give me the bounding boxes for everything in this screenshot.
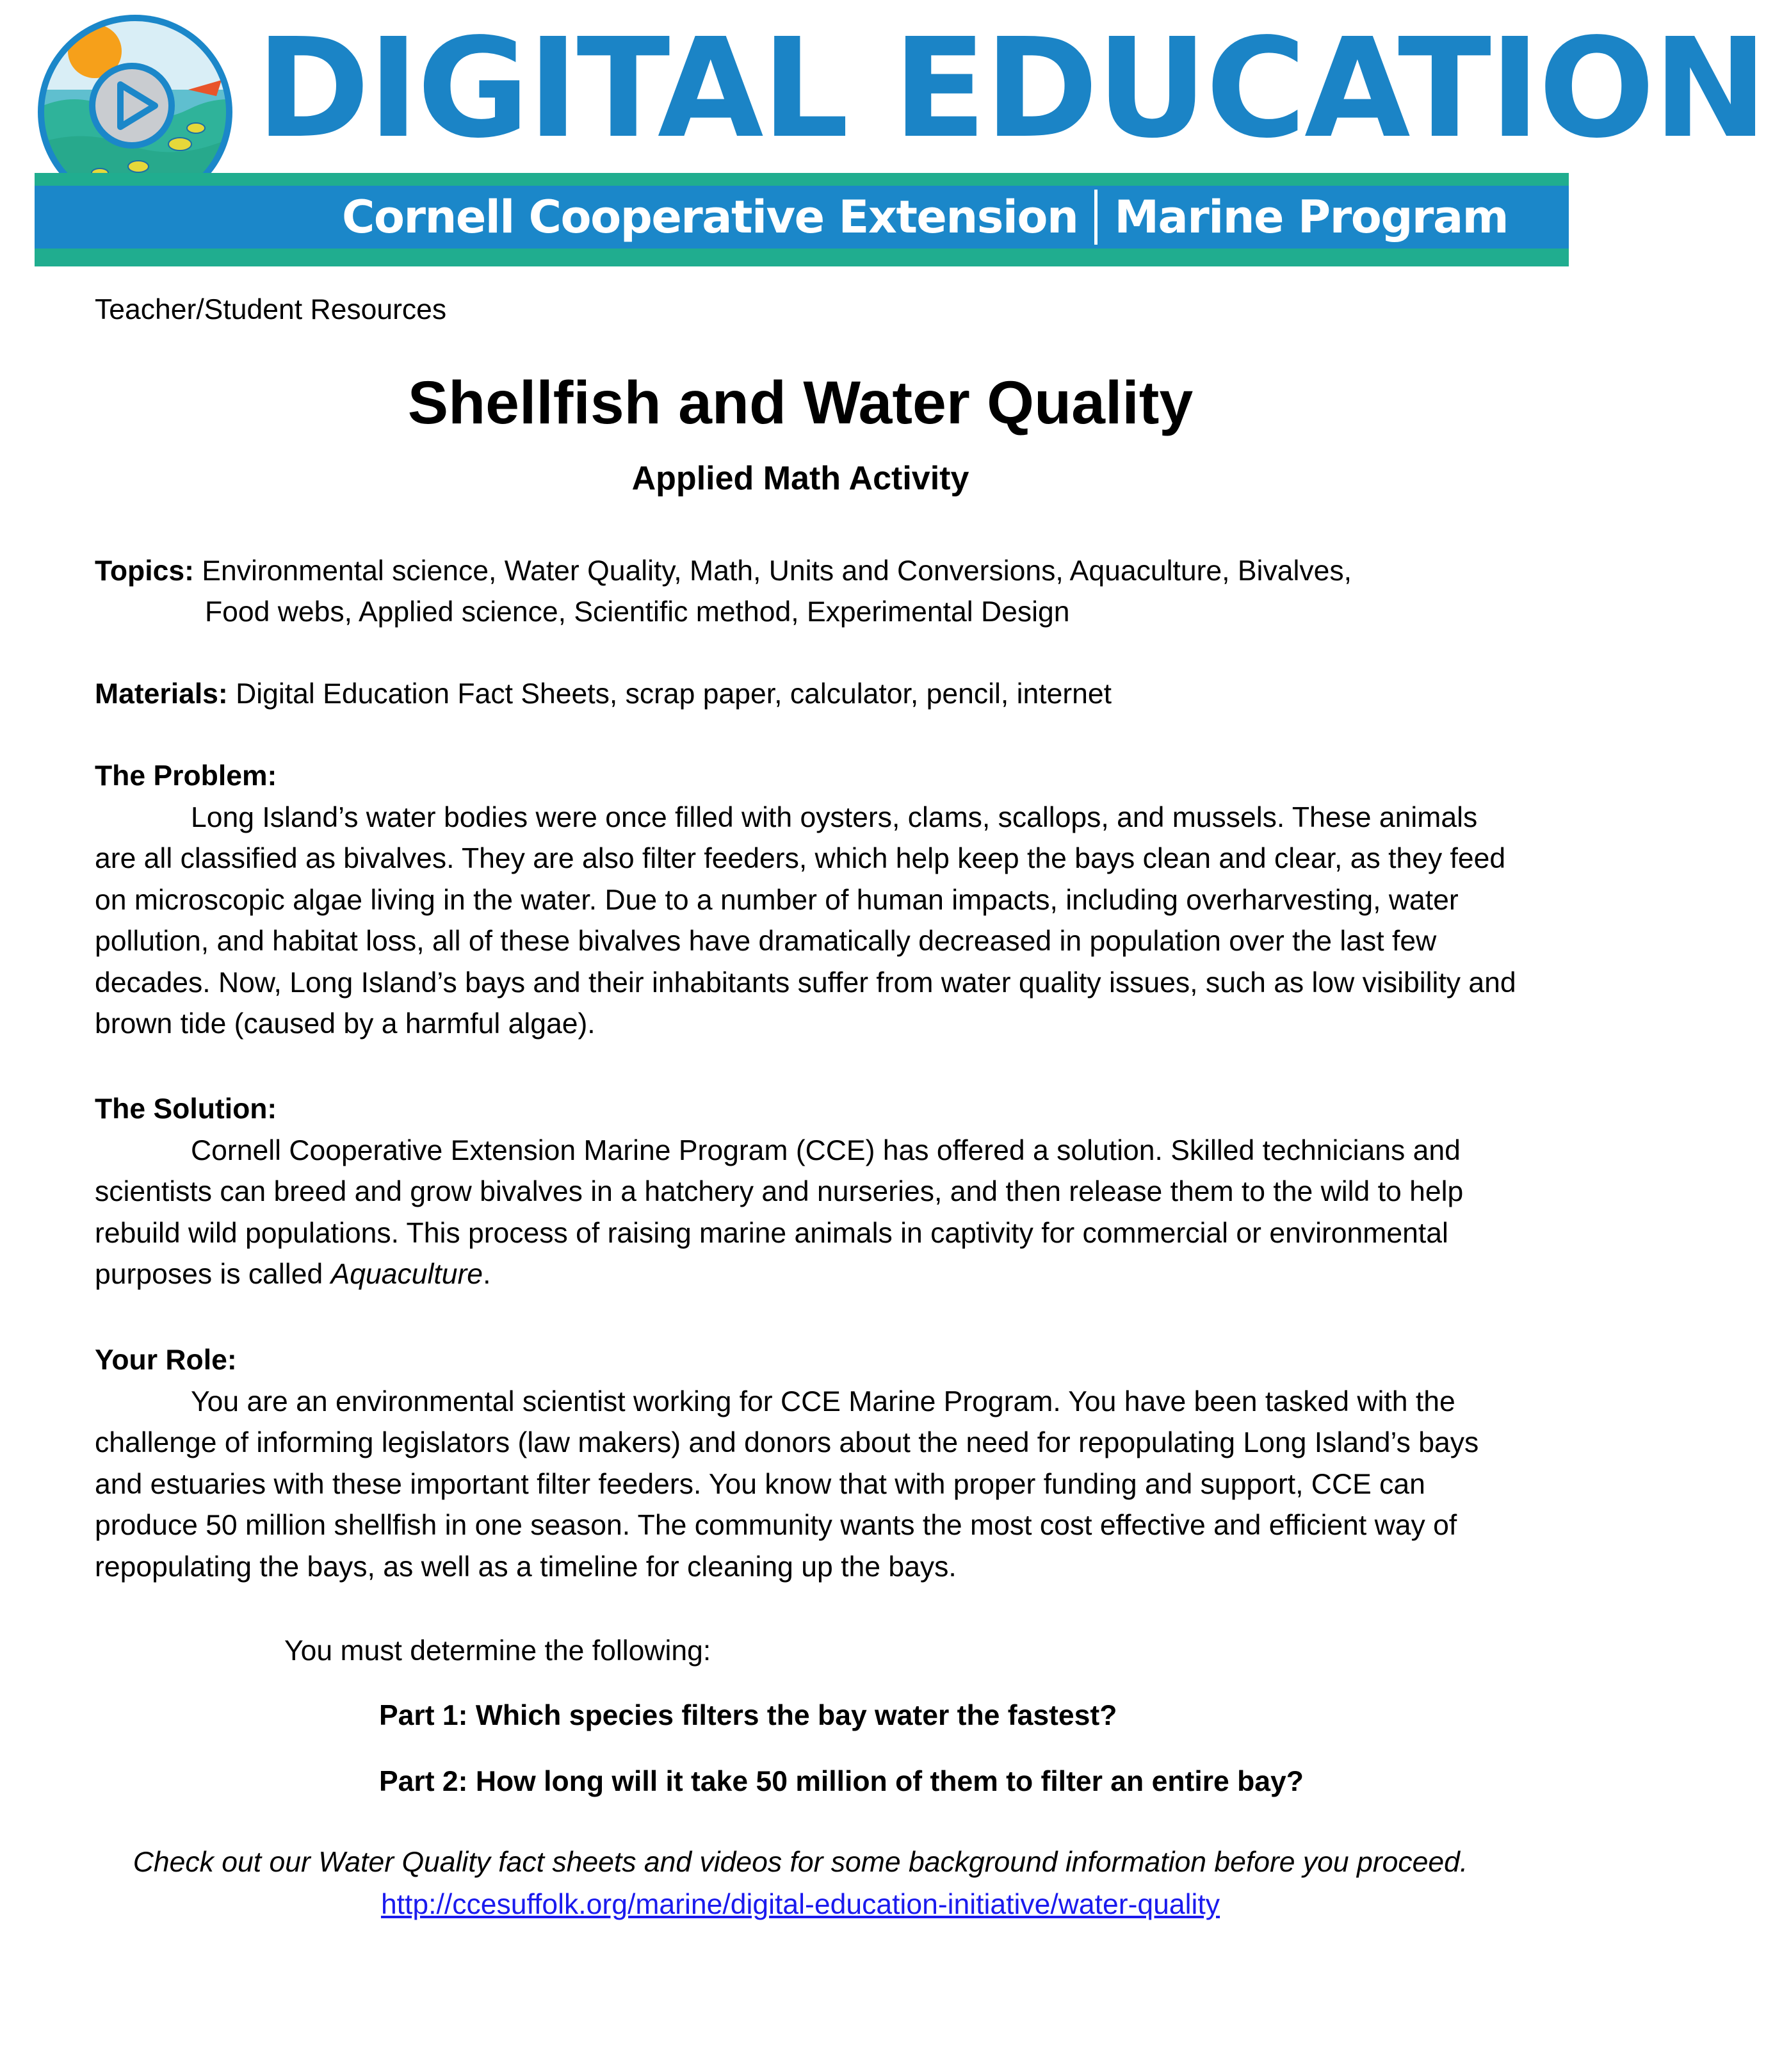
solution-paragraph — [95, 1130, 1516, 1296]
part-2-question: Part 2: How long will it take 50 million of them to filter an entire bay? — [379, 1766, 1304, 1797]
role-text: You are an environmental scientist working for CCE Marine Program. You have been tasked with the challenge of informing legislators (law makers) and donors about the need for repopulating Long Island’s bays and estuaries with these important filter feeders. You know that with proper funding and support, CCE can produce 50 million shellfish in one season. The community wants the most cost effective and efficient way of repopulating the bays, as well as a timeline for cleaning up the bays. — [95, 1385, 1479, 1583]
check-out-note: Check out our Water Quality fact sheets and videos for some background information before you proceed. — [133, 1847, 1468, 1878]
banner-teal-stripe-bottom — [35, 249, 1569, 266]
problem-heading: The Problem: — [95, 760, 277, 792]
org-name-cce: Cornell Cooperative Extension — [342, 191, 1078, 243]
solution-section — [95, 1089, 1516, 1296]
banner-teal-stripe — [35, 173, 1569, 186]
materials-text: Digital Education Fact Sheets, scrap paper, calculator, pencil, internet — [227, 678, 1112, 710]
topics-block — [95, 551, 1352, 633]
resources-label: Teacher/Student Resources — [95, 294, 447, 325]
part-1-question: Part 1: Which species filters the bay water the fastest? — [379, 1700, 1117, 1731]
materials-block — [95, 674, 1112, 715]
problem-text: Long Island’s water bodies were once filled with oysters, clams, scallops, and mussels. These animals are all classified as bivalves. They are also filter feeders, which help keep the bays clean and clear, as they feed on microscopic algae living in the water. Due to a number of human impacts, including overharvesting, water pollution, and habitat loss, all of these bivalves have dramatically decreased in population over the last few decades. Now, Long Island’s bays and their inhabitants suffer from water quality issues, such as low visibility and brown tide (caused by a harmful algae). — [95, 801, 1516, 1040]
problem-section — [95, 756, 1516, 1045]
materials-label: Materials: — [95, 678, 228, 710]
topics-label: Topics: — [95, 555, 194, 587]
banner-title: DIGITAL EDUCATION — [256, 9, 1766, 168]
determine-intro: You must determine the following: — [284, 1635, 711, 1667]
solution-text: Cornell Cooperative Extension Marine Program (CCE) has offered a solution. Skilled technicians and scientists can breed and grow bivalves in a hatchery and nurseries, and then release them to the wild to help rebuild wild populations. This process of raising marine animals in captivity for commercial or environmental purposes is called — [95, 1134, 1464, 1290]
solution-end: . — [483, 1259, 491, 1290]
role-section — [95, 1340, 1516, 1588]
topics-line-1: Environmental science, Water Quality, Math, Units and Conversions, Aquaculture, Bivalves, — [193, 555, 1352, 587]
banner-org-band — [35, 186, 1569, 249]
solution-heading: The Solution: — [95, 1093, 277, 1125]
solution-emphasis: Aquaculture — [330, 1259, 483, 1290]
page-subtitle: Applied Math Activity — [631, 460, 969, 497]
topics-line-2: Food webs, Applied science, Scientific method, Experimental Design — [205, 596, 1070, 628]
water-quality-link[interactable]: http://ccesuffolk.org/marine/digital-education-initiative/water-quality — [380, 1889, 1220, 1920]
org-name-marine: Marine Program — [1114, 191, 1509, 243]
role-heading: Your Role: — [95, 1344, 237, 1376]
page-title: Shellfish and Water Quality — [407, 369, 1194, 437]
org-separator — [1094, 190, 1098, 245]
